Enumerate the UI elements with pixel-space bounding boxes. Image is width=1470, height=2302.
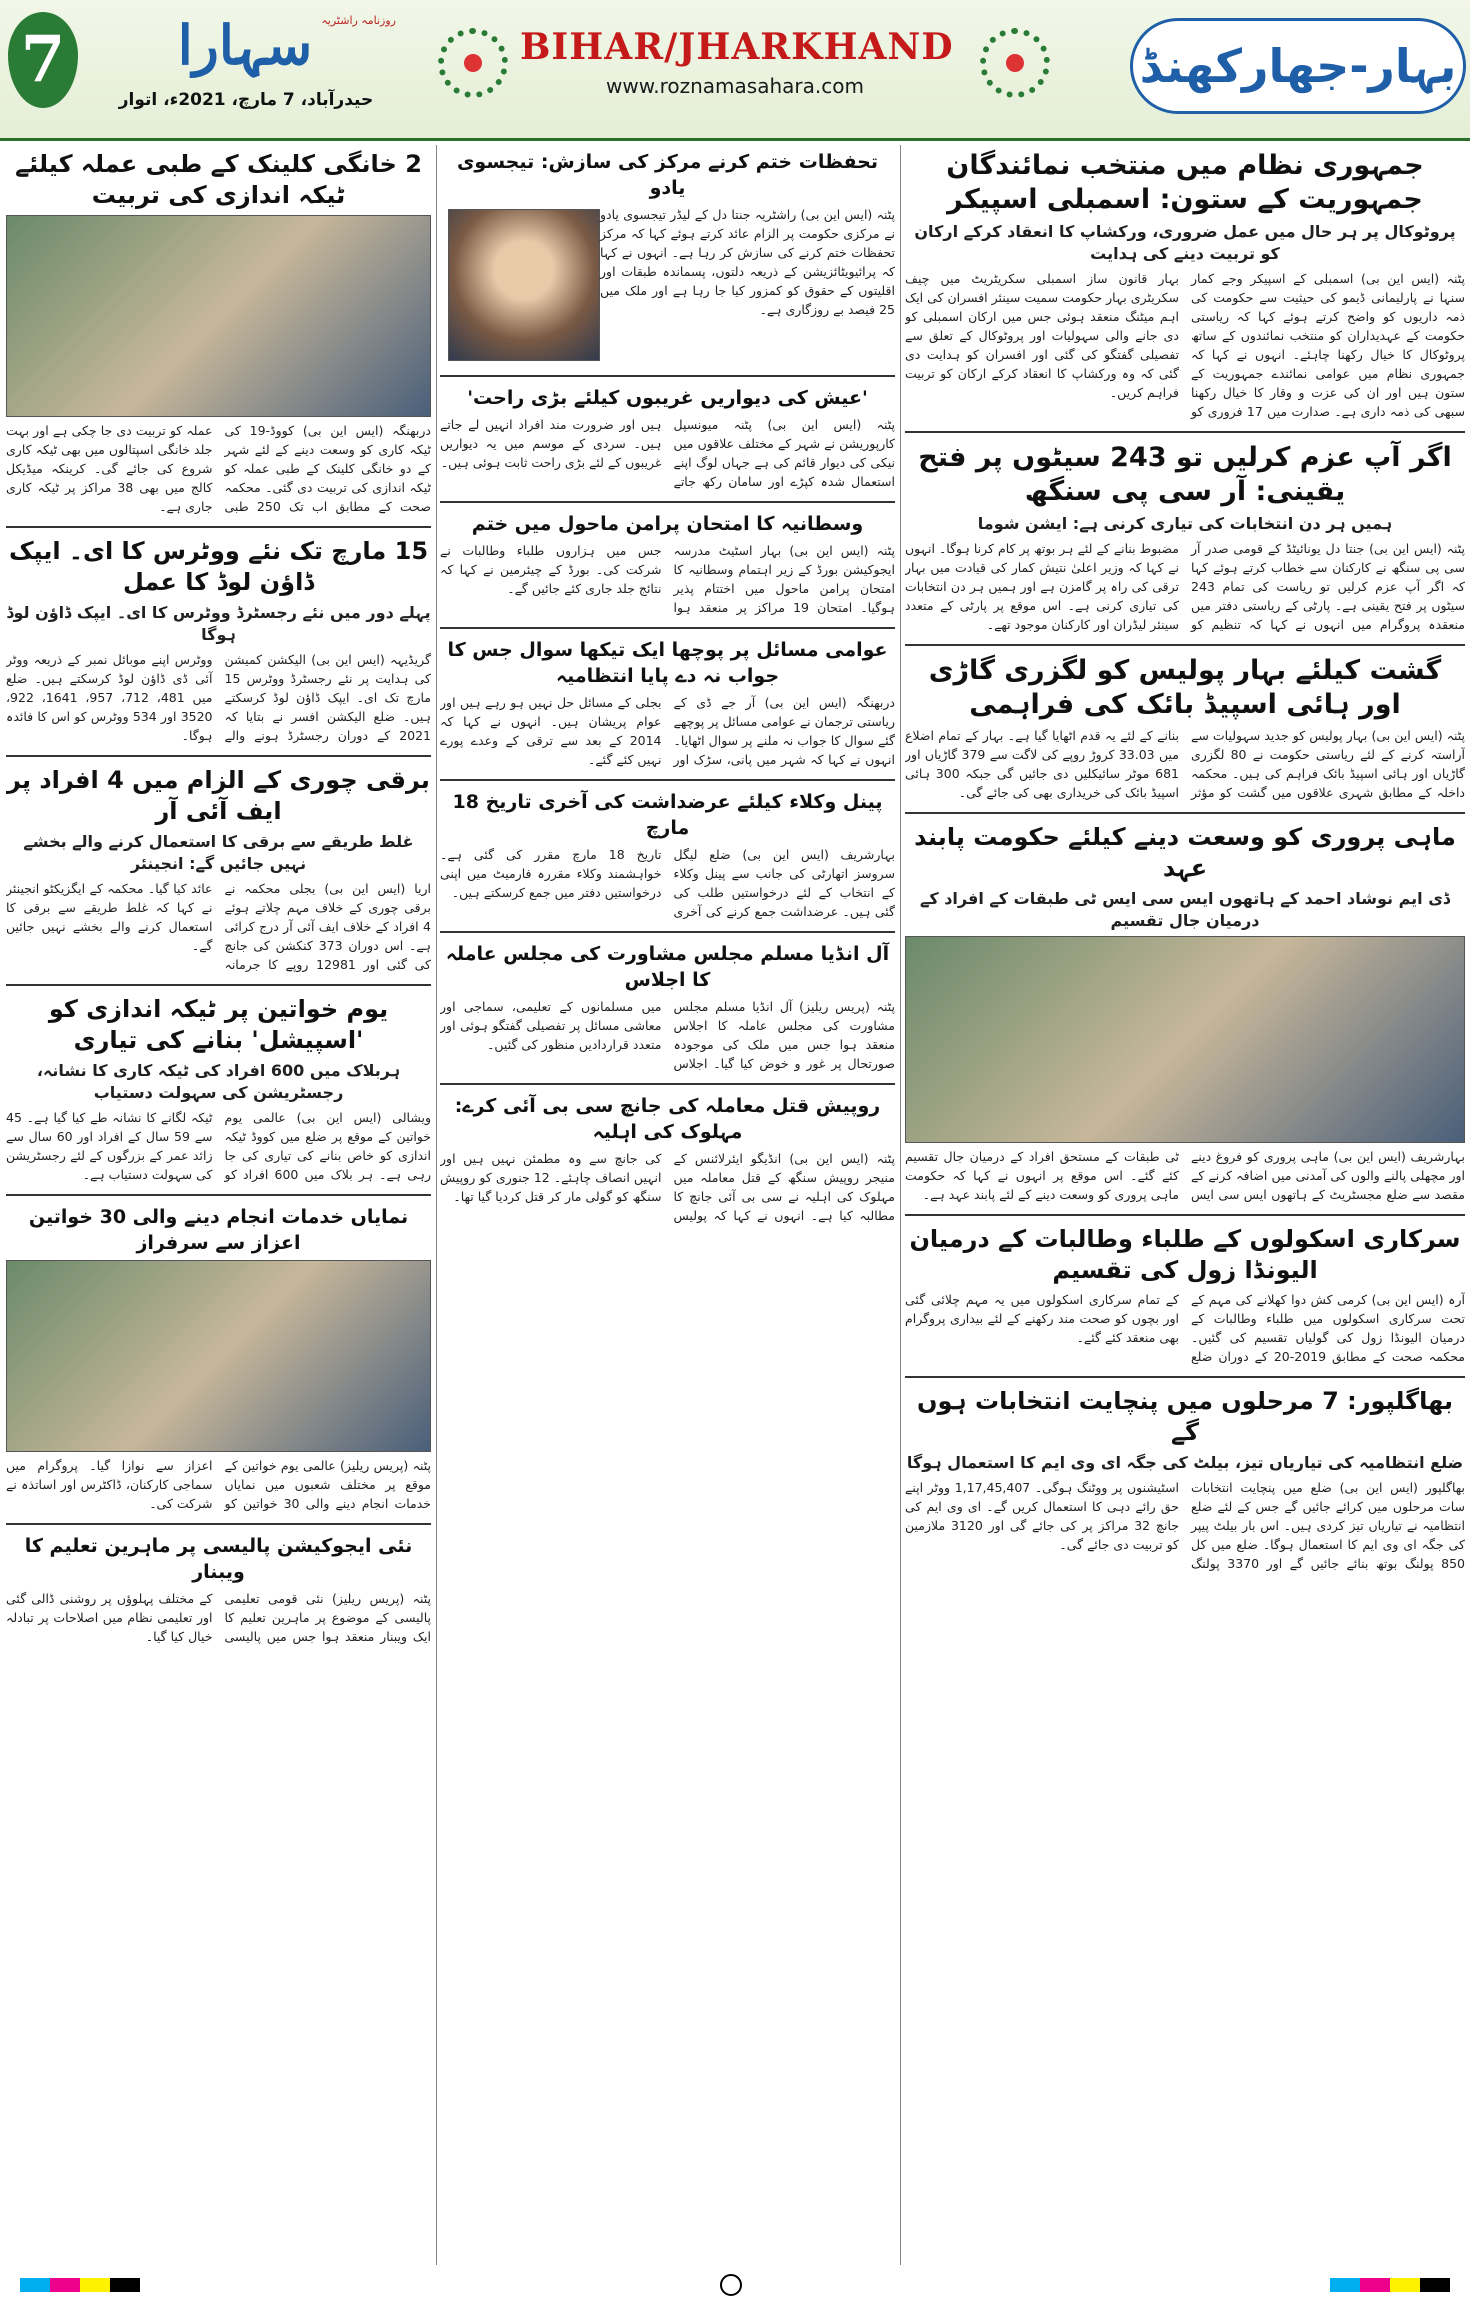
article-kicker: پروٹوکال پر ہر حال میں عمل ضروری، ورکشاپ کا انعقاد کرکے ارکان کو تربیت دینے کی ہدایت <box>914 222 1456 263</box>
article <box>440 789 895 921</box>
divider <box>6 526 431 528</box>
article-body: پٹنہ (ایس این بی) راشٹریہ جنتا دل کے لیڈر تیجسوی یادو نے مرکزی حکومت پر الزام عائد کرتے ہوئے کہا کہ مرکز تحفظات ختم کرنے کی سازش کر رہا ہے۔ انہوں نے کہا کہ پرائیویٹائزیشن کے ذریعہ دلتوں، پسماندہ طبقات اور اقلیتوں کے حقوق کو کمزور کیا جا رہا ہے اور ملک میں 25 فیصد بے روزگاری ہے۔ <box>600 207 895 317</box>
article-body: پٹنہ (ایس این بی) بہار پولیس کو جدید سہولیات سے آراستہ کرنے کے لئے ریاستی حکومت نے 80 لگزری گاڑیاں اور ہائی اسپیڈ بائک فراہم کی ہیں۔ محکمہ داخلہ کے مطابق شہری علاقوں میں گشت کو مؤثر بنانے کے لئے یہ قدم اٹھایا گیا ہے۔ بہار کے تمام اضلاع میں 33.03 کروڑ روپے کی لاگت سے 379 گاڑیاں اور 681 موٹر سائیکلیں دی جائیں گی جبکہ 300 ہائی اسپیڈ بائک کی خریداری بھی کی جائے گی۔ <box>905 728 1465 800</box>
article <box>905 822 1465 1204</box>
article-headline: پینل وکلاء کیلئے عرضداشت کی آخری تاریخ 18 مارچ <box>452 791 883 839</box>
divider <box>905 431 1465 433</box>
article-body: اریا (ایس این بی) بجلی محکمہ نے برقی چوری کے خلاف مہم چلاتے ہوئے 4 افراد کے خلاف ایف آئی آر درج کرائی ہے۔ اس دوران 373 کنکشن کی جانچ کی گئی اور 12981 روپے کا جرمانہ عائد کیا گیا۔ محکمہ کے ایگزیکٹو انجینئر نے کہا کہ غلط طریقے سے برقی کا استعمال کرنے والے بخشے نہیں جائیں گے۔ <box>6 881 431 972</box>
article <box>440 385 895 491</box>
dateline: حیدرآباد، 7 مارچ، 2021ء، اتوار <box>118 90 374 110</box>
emblem-left-icon <box>438 28 508 98</box>
article-headline: عوامی مسائل پر پوچھا ایک تیکھا سوال جس کا جواب نہ دے پایا انتظامیہ <box>447 639 888 687</box>
divider <box>440 375 895 377</box>
article-body: دربھنگہ (ایس این بی) آر جے ڈی کے ریاستی ترجمان نے عوامی مسائل پر پوچھے گئے سوال کا جواب نہ ملنے پر سوال اٹھایا۔ انہوں نے کہا کہ شہر میں پانی، سڑک اور بجلی کے مسائل حل نہیں ہو رہے ہیں اور عوام پریشان ہیں۔ انہوں نے کہا کہ 2014 کے بعد سے ترقی کے وعدے پورے نہیں کئے گئے۔ <box>440 695 895 767</box>
article <box>6 994 431 1184</box>
divider <box>440 501 895 503</box>
article-headline: جمہوری نظام میں منتخب نمائندگان جمہوریت کے ستون: اسمبلی اسپیکر <box>946 150 1424 215</box>
article-headline: 2 خانگی کلینک کے طبی عملہ کیلئے ٹیکہ اندازی کی تربیت <box>15 150 422 209</box>
page-header <box>0 0 1470 141</box>
divider <box>6 1523 431 1525</box>
article-body: پٹنہ (ایس این بی) اسمبلی کے اسپیکر وجے کمار سنہا نے پارلیمانی ڈیمو کی حیثیت سے حکومت کی ذمہ داریوں کو واضح کرتے ہوئے کہا کہ ریاستی حکومت کے عہدیداران کو منتخب نمائندوں کے ساتھ پروٹوکال کا خیال رکھنا چاہئے۔ انہوں نے کہا کہ جمہوری نظام میں عوامی نمائندے جمہوریت کے ستون ہیں اور ان کی عزت و وقار کا خیال رکھنا سبھی کی ذمہ داری ہے۔ صدارت میں 17 فروری کو بہار قانون ساز اسمبلی سکریٹریٹ میں چیف سکریٹری بہار حکومت سمیت سینئر افسران کی ایک اہم میٹنگ منعقد ہوئی جس میں ارکان اسمبلی کو دی جانے والی سہولیات اور پروٹوکال کے تعلق سے تفصیلی گفتگو کی گئی اور افسران کو ہدایت دی گئی کہ وہ ورکشاپ کا انعقاد کرکے ارکان کو تربیت فراہم کریں۔ <box>905 271 1465 419</box>
article <box>440 149 895 365</box>
article-kicker: ڈی ایم نوشاد احمد کے ہاتھوں ایس سی ایس ٹی طبقات کے افراد کے درمیان جال تقسیم <box>919 889 1451 930</box>
article-body: گریڈیہہ (ایس این بی) الیکشن کمیشن کی ہدایت پر نئے رجسٹرڈ ووٹرس 15 مارچ تک ای۔ ایپک ڈاؤن لوڈ کرسکتے ہیں۔ ضلع الیکشن افسر نے بتایا کہ 2021 کے دوران رجسٹرڈ ہونے والے ووٹرس اپنے موبائل نمبر کے ذریعہ ووٹر آئی ڈی ڈاؤن لوڈ کرسکتے ہیں۔ ضلع میں 481، 712، 957، 1641، 922، 3520 اور 534 ووٹرس کو اس کا فائدہ ہوگا۔ <box>6 652 431 743</box>
divider <box>905 1214 1465 1216</box>
divider <box>6 984 431 986</box>
article-body: پٹنہ (پریس ریلیز) آل انڈیا مسلم مجلس مشاورت کی مجلس عاملہ کا اجلاس منعقد ہوا جس میں ملک کی موجودہ صورتحال پر غور و خوض کیا گیا۔ اجلاس میں مسلمانوں کے تعلیمی، سماجی اور معاشی مسائل پر تفصیلی گفتگو ہوئی اور متعدد قراردادیں منظور کی گئیں۔ <box>440 999 895 1071</box>
divider <box>6 1194 431 1196</box>
divider <box>905 1376 1465 1378</box>
article-kicker: پہلے دور میں نئے رجسٹرڈ ووٹرس کا ای۔ ایپک ڈاؤن لوڈ ہوگا <box>6 603 431 644</box>
article-body: دربھنگہ (ایس این بی) کووڈ-19 کی ٹیکہ کاری کو وسعت دینے کے لئے شہر کے دو خانگی کلینک کے طبی عملہ کو ٹیکہ اندازی کی تربیت دی گئی۔ محکمہ صحت کے مطابق اب تک 250 طبی عملہ کو تربیت دی جا چکی ہے اور بہت جلد خانگی اسپتالوں میں بھی ٹیکہ کاری شروع کی جائے گی۔ کرینکہ میڈیکل کالج میں بھی 38 مراکز پر ٹیکہ کاری جاری ہے۔ <box>6 423 431 514</box>
article <box>6 765 431 974</box>
article-headline: تحفظات ختم کرنے مرکز کی سازش: تیجسوی یادو <box>457 151 878 199</box>
emblem-right-icon <box>980 28 1050 98</box>
article-kicker: غلط طریقے سے برقی کا استعمال کرنے والے بخشے نہیں جائیں گے: انجینئر <box>23 832 414 873</box>
column-middle <box>440 145 895 2265</box>
column-right <box>905 145 1465 2265</box>
article-headline: یوم خواتین پر ٹیکہ اندازی کو 'اسپیشل' بنانے کی تیاری <box>48 995 389 1054</box>
article <box>905 149 1465 421</box>
divider <box>6 755 431 757</box>
article-headline: نمایاں خدمات انجام دینے والی 30 خواتین اعزاز سے سرفراز <box>28 1206 409 1254</box>
divider <box>440 627 895 629</box>
article-headline: 'عیش کی دیواریں غریبوں کیلئے بڑی راحت' <box>467 387 868 409</box>
article-body: پٹنہ (ایس این بی) پٹنہ میونسپل کارپوریشن نے شہر کے مختلف علاقوں میں نیکی کی دیوار قائم کی ہے جہاں لوگ اپنے استعمال شدہ کپڑے اور سامان رکھ جاتے ہیں اور ضرورت مند افراد انہیں لے جاتے ہیں۔ سردی کے موسم میں یہ دیواریں غریبوں کے لئے بڑی راحت ثابت ہوئی ہیں۔ <box>440 417 895 489</box>
article <box>905 1386 1465 1573</box>
article-headline: گشت کیلئے بہار پولیس کو لگزری گاڑی اور ہائی اسپیڈ بائک کی فراہمی <box>928 655 1442 720</box>
article-headline: برقی چوری کے الزام میں 4 افراد پر ایف آئی آر <box>7 766 430 825</box>
article-photo <box>905 936 1465 1143</box>
masthead-subtitle: روزنامہ راشٹریہ <box>321 14 396 27</box>
page-columns <box>0 145 1470 2265</box>
column-divider <box>900 145 901 2265</box>
article-headline: سرکاری اسکولوں کے طلباء وطالبات کے درمیان الیونڈا زول کی تقسیم <box>909 1225 1461 1284</box>
article-body: بھاگلپور (ایس این بی) ضلع میں پنچایت انتخابات سات مرحلوں میں کرائے جائیں گے جس کے لئے ضلع انتظامیہ نے تیاریاں تیز کردی ہیں۔ اس بار بیلٹ پیپر کی جگہ ای وی ایم کا استعمال ہوگا۔ ضلع میں کل 850 پولنگ بوتھ بنائے جائیں گے اور 3370 پولنگ اسٹیشنوں پر ووٹنگ ہوگی۔ 1,17,45,407 ووٹر اپنے حق رائے دہی کا استعمال کریں گے۔ ای وی ایم کی جانچ 32 مراکز پر کی جائے گی اور 3120 ملازمین کو تربیت دی جائے گی۔ <box>905 1480 1465 1571</box>
article-headline: ماہی پروری کو وسعت دینے کیلئے حکومت پابند عہد <box>914 823 1456 882</box>
article-headline: نئی ایجوکیشن پالیسی پر ماہرین تعلیم کا ویبنار <box>24 1535 413 1583</box>
print-registration-footer <box>0 2272 1470 2302</box>
urdu-section-title: بہار-جھارکھنڈ <box>1130 18 1466 114</box>
divider <box>440 1083 895 1085</box>
article <box>6 149 431 516</box>
divider <box>440 931 895 933</box>
section-title: BIHAR/JHARKHAND <box>520 26 954 68</box>
article-headline: 15 مارچ تک نئے ووٹرس کا ای۔ ایپک ڈاؤن لوڈ کا عمل <box>8 537 429 596</box>
article-body: پٹنہ (ایس این بی) بہار اسٹیٹ مدرسہ ایجوکیشن بورڈ کے زیر اہتمام وسطانیہ کا امتحان پرامن ماحول میں اختتام پذیر ہوگیا۔ امتحان 19 مراکز پر منعقد ہوا جس میں ہزاروں طلباء وطالبات نے شرکت کی۔ بورڈ کے چیئرمین نے کہا کہ نتائج جلد جاری کئے جائیں گے۔ <box>440 543 895 615</box>
article-body: پٹنہ (ایس این بی) جنتا دل یونائیٹڈ کے قومی صدر آر سی پی سنگھ نے کارکنان سے خطاب کرتے ہوئے کہا کہ اگر آپ عزم کرلیں تو ریاست کی تمام 243 سیٹوں پر فتح یقینی ہے۔ پارٹی کے ریاستی دفتر میں منعقدہ پروگرام میں انہوں نے کہا کہ تنظیم کو مضبوط بنانے کے لئے ہر بوتھ پر کام کرنا ہوگا۔ انہوں نے کہا کہ وزیر اعلیٰ نتیش کمار کی قیادت میں بہار ترقی کی راہ پر گامزن ہے اور ہمیں ہر دن انتخابات کی تیاری کرنی ہے۔ اس موقع پر پارٹی کے متعدد سینئر لیڈران اور کارکنان موجود تھے۔ <box>905 541 1465 632</box>
divider <box>905 812 1465 814</box>
masthead <box>90 14 400 88</box>
article-headline: اگر آپ عزم کرلیں تو 243 سیٹوں پر فتح یقینی: آر سی پی سنگھ <box>918 442 1452 507</box>
portrait-photo <box>448 209 600 361</box>
article <box>905 1224 1465 1366</box>
article-body: بہارشریف (ایس این بی) ضلع لیگل سروسز اتھارٹی کی جانب سے پینل وکلاء کے انتخاب کے لئے درخواستیں طلب کی گئی ہیں۔ عرضداشت جمع کرنے کی آخری تاریخ 18 مارچ مقرر کی گئی ہے۔ خواہشمند وکلاء مقررہ فارمیٹ میں اپنی درخواستیں دفتر میں جمع کرسکتے ہیں۔ <box>440 847 895 919</box>
divider <box>905 644 1465 646</box>
article <box>905 654 1465 802</box>
color-bar <box>20 2278 140 2292</box>
article-headline: روپیش قتل معاملہ کی جانچ سی بی آئی کرے: مہلوک کی اہلیہ <box>454 1095 881 1143</box>
article <box>440 1093 895 1225</box>
divider <box>440 779 895 781</box>
article-kicker: ضلع انتظامیہ کی تیاریاں تیز، بیلٹ کی جگہ ای وی ایم کا استعمال ہوگا <box>906 1453 1464 1472</box>
article-headline: وسطانیہ کا امتحان پرامن ماحول میں ختم <box>471 513 864 535</box>
registration-mark-icon <box>720 2274 742 2296</box>
article-body: ویشالی (ایس این بی) عالمی یوم خواتین کے موقع پر ضلع میں کووڈ ٹیکہ اندازی کو خاص بنانے کی تیاری کی جا رہی ہے۔ ہر بلاک میں 600 افراد کو ٹیکہ لگانے کا نشانہ طے کیا گیا ہے۔ 45 سے 59 سال کے افراد اور 60 سال سے زائد عمر کے بزرگوں کے لئے رجسٹریشن کی سہولت دستیاب ہے۔ <box>6 1110 431 1182</box>
article-kicker: ہمیں ہر دن انتخابات کی تیاری کرنی ہے: ایشن شوما <box>977 514 1393 533</box>
article-kicker: ہربلاک میں 600 افراد کی ٹیکہ کاری کا نشانہ، رجسٹریشن کی سہولت دستیاب <box>36 1061 401 1102</box>
color-bar <box>1330 2278 1450 2292</box>
article-photo <box>6 215 431 417</box>
page-number: 7 <box>8 12 78 108</box>
article <box>6 1204 431 1513</box>
article-body: پٹنہ (پریس ریلیز) عالمی یوم خواتین کے موقع پر مختلف شعبوں میں نمایاں خدمات انجام دینے والی 30 خواتین کو اعزاز سے نوازا گیا۔ پروگرام میں سماجی کارکنان، ڈاکٹرس اور اساتذہ نے شرکت کی۔ <box>6 1458 431 1511</box>
article-headline: بھاگلپور: 7 مرحلوں میں پنچایت انتخابات ہوں گے <box>917 1387 1453 1446</box>
article-body: پٹنہ (پریس ریلیز) نئی قومی تعلیمی پالیسی کے موضوع پر ماہرین تعلیم کا ایک ویبنار منعقد ہوا جس میں پالیسی کے مختلف پہلوؤں پر روشنی ڈالی گئی اور تعلیمی نظام میں اصلاحات پر تبادلہ خیال کیا گیا۔ <box>6 1591 431 1644</box>
article-headline: آل انڈیا مسلم مجلس مشاورت کی مجلس عاملہ کا اجلاس <box>445 943 890 991</box>
article <box>6 1533 431 1646</box>
article-body: پٹنہ (ایس این بی) انڈیگو ایئرلائنس کے منیجر روپیش سنگھ کے قتل معاملہ میں مہلوک کی اہلیہ نے سی بی آئی جانچ کا مطالبہ کیا ہے۔ انہوں نے کہا کہ پولیس کی جانچ سے وہ مطمئن نہیں ہیں اور انہیں انصاف چاہئے۔ 12 جنوری کو روپیش سنگھ کو گولی مار کر قتل کردیا گیا تھا۔ <box>440 1151 895 1223</box>
article <box>440 511 895 617</box>
article <box>440 941 895 1073</box>
column-left <box>6 145 431 2265</box>
article-body: آرہ (ایس این بی) کرمی کش دوا کھلانے کی مہم کے تحت سرکاری اسکولوں میں طلباء وطالبات کے درمیان الیونڈا زول کی گولیاں تقسیم کی گئیں۔ محکمہ صحت کے مطابق 2019-20 کے دوران ضلع کے تمام سرکاری اسکولوں میں یہ مہم چلائی گئی اور بچوں کو صحت مند رکھنے کے لئے بیداری پروگرام بھی منعقد کئے گئے۔ <box>905 1292 1465 1364</box>
article-body: بہارشریف (ایس این بی) ماہی پروری کو فروغ دینے اور مچھلی پالنے والوں کی آمدنی میں اضافہ کرنے کے مقصد سے ضلع مجسٹریٹ کے ہاتھوں ایس سی ایس ٹی طبقات کے مستحق افراد کے درمیان جال تقسیم کئے گئے۔ اس موقع پر انہوں نے کہا کہ حکومت ماہی پروری کو وسعت دینے کے لئے پابند عہد ہے۔ <box>905 1149 1465 1202</box>
article <box>440 637 895 769</box>
column-divider <box>436 145 437 2265</box>
website-url[interactable]: www.roznamasahara.com <box>606 74 864 98</box>
article <box>905 441 1465 634</box>
masthead-logo: سہارا <box>177 13 313 77</box>
article-photo <box>6 1260 431 1452</box>
article <box>6 536 431 745</box>
